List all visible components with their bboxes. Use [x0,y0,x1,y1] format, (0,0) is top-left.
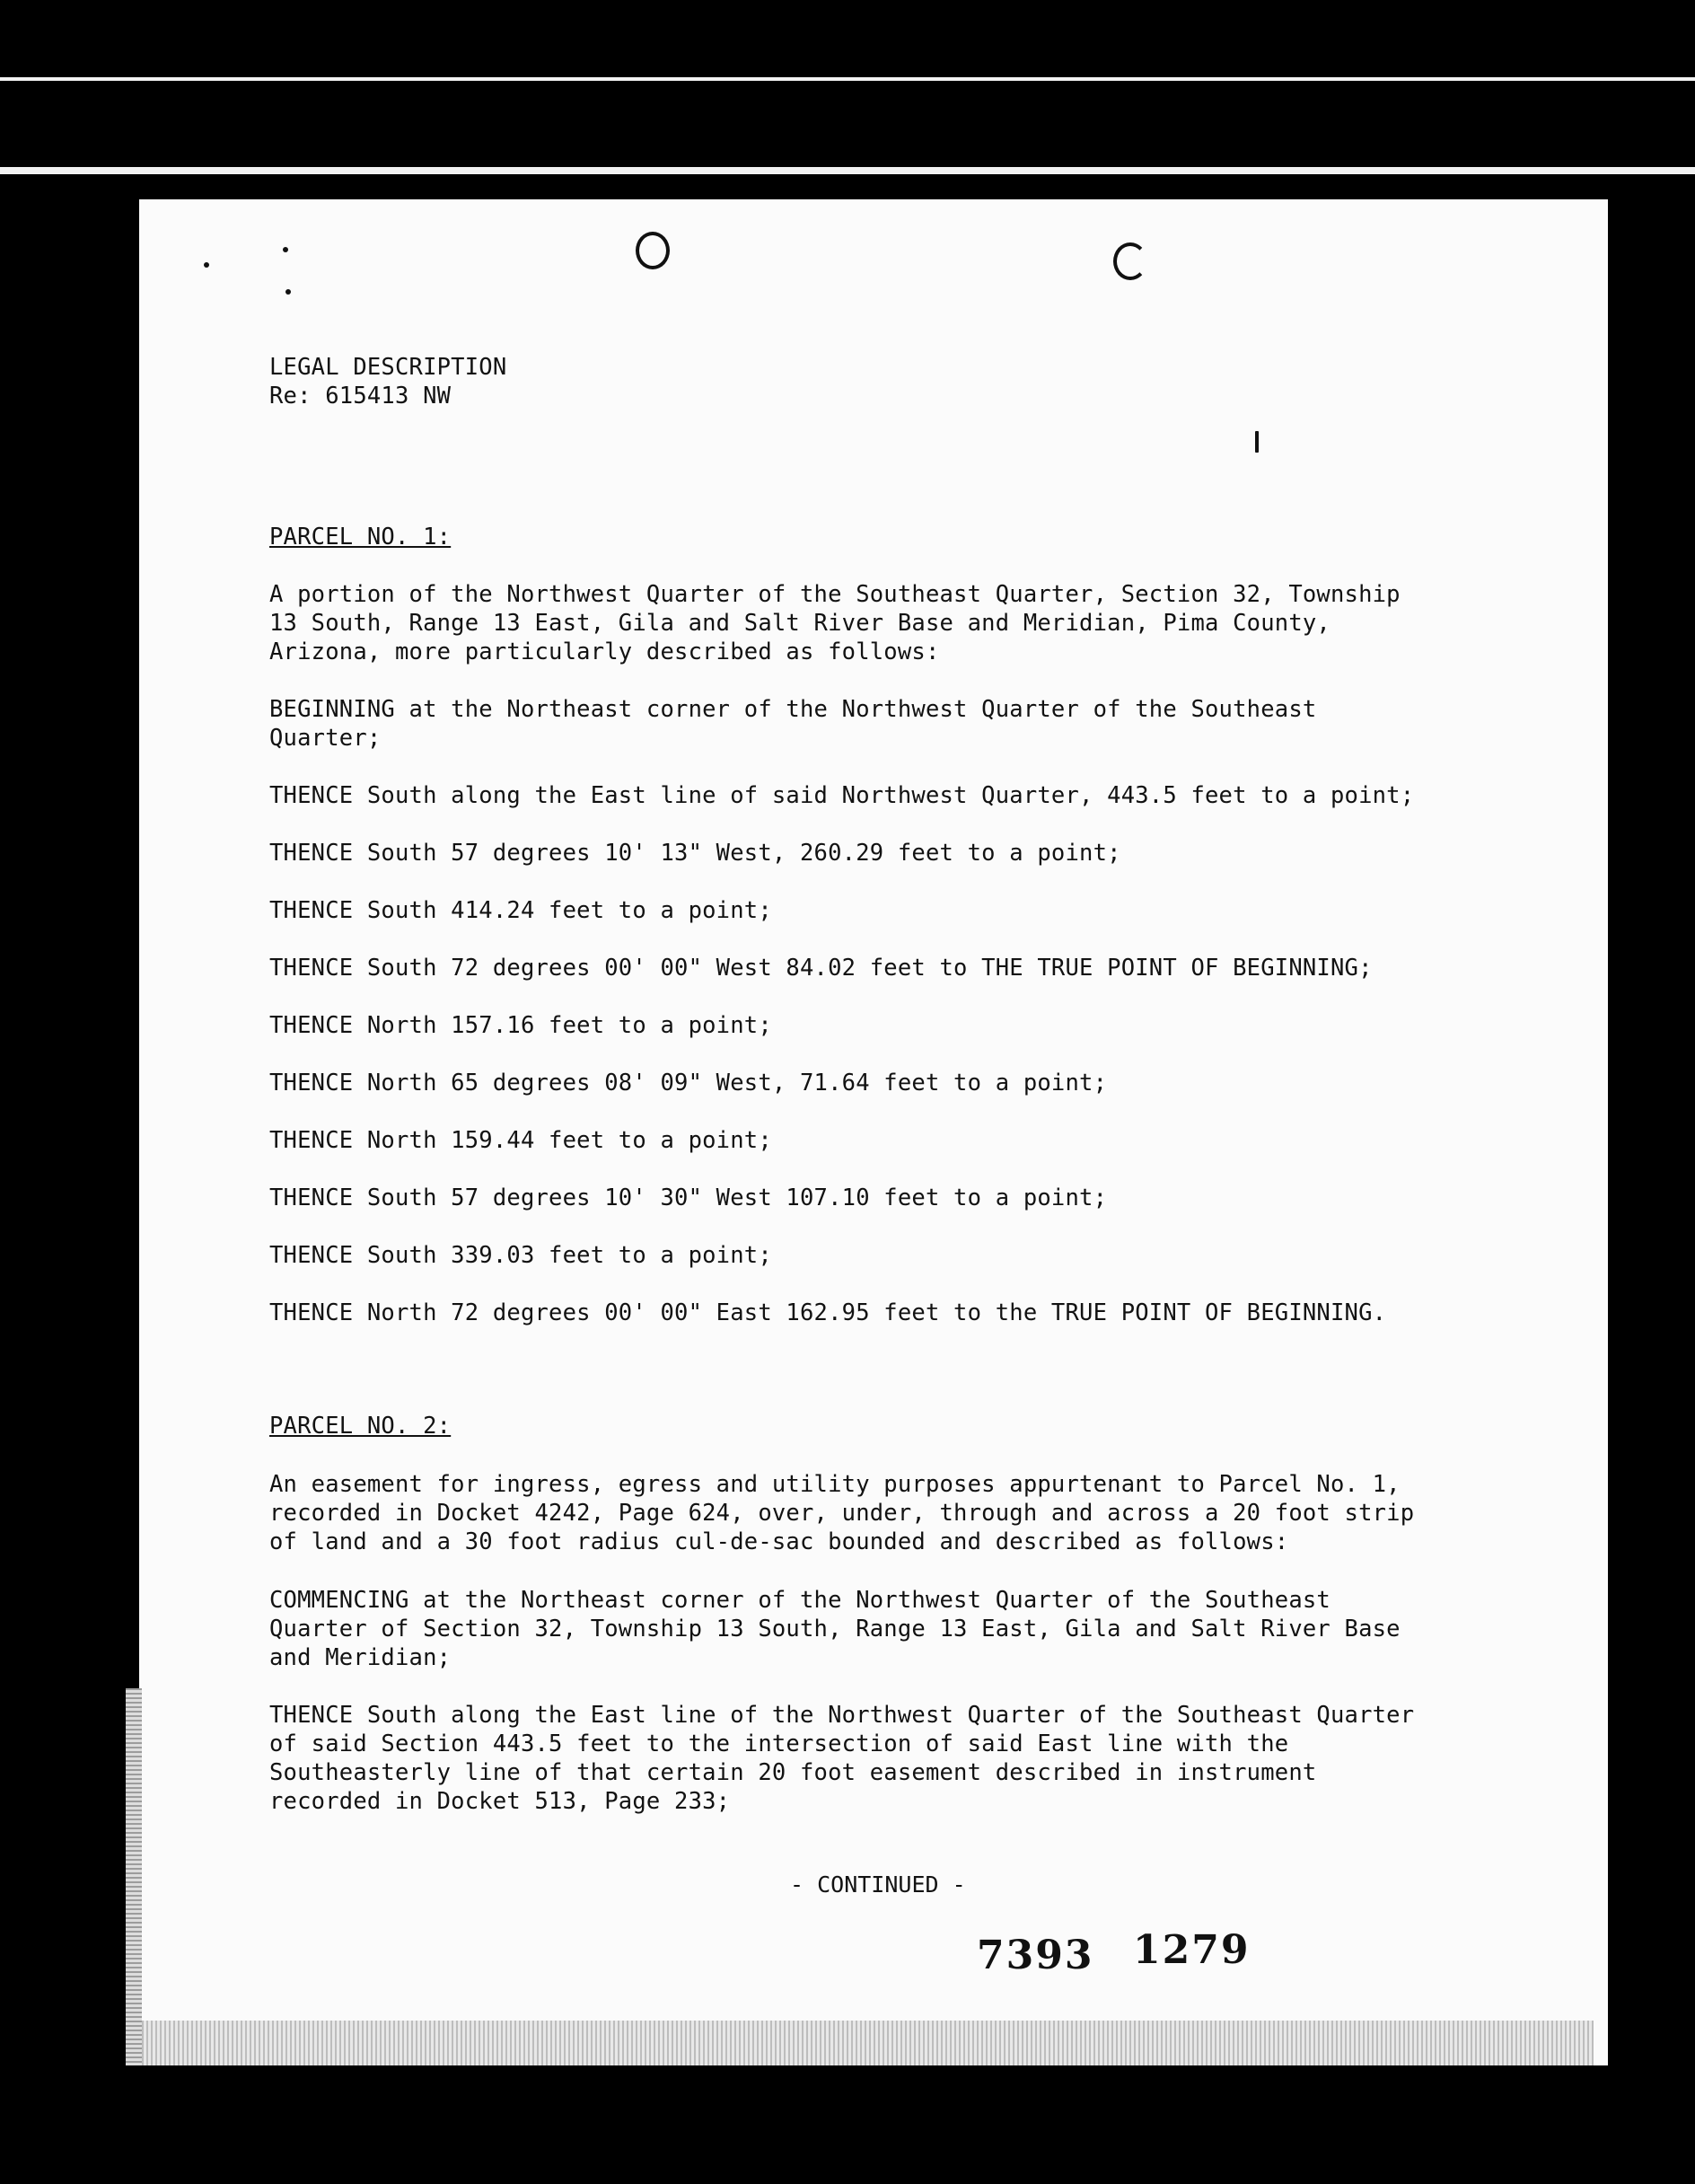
parcel-2-commencing: COMMENCING at the Northeast corner of the Northwest Quarter of the Southeast Quarter of Section 32, Township 13 South, Range 13 East, Gila and Salt River Base and Meridian; [269,1587,1401,1671]
call-line: THENCE South along the East line of said Northwest Quarter, 443.5 feet to a point; [269,782,1415,809]
call-line: THENCE North 65 degrees 08' 09" West, 71.64 feet to a point; [269,1070,1108,1096]
reference-line: Re: 615413 NW [269,383,452,410]
call-line: THENCE South 57 degrees 10' 13" West, 260.29 feet to a point; [269,840,1121,867]
parcel-2-heading: PARCEL NO. 2: [269,1413,452,1440]
call-line: THENCE South 414.24 feet to a point; [269,897,772,924]
document-title: LEGAL DESCRIPTION [269,354,507,381]
scan-speck [285,289,291,295]
punch-hole-mark [1113,242,1147,280]
parcel-2-intro: An easement for ingress, egress and utility purposes appurtenant to Parcel No. 1, recorded in Docket 4242, Page 624, over, under, through and across a 20 foot strip of land and a 30 foot radius cul-de-sac bounded and described as follows: [269,1471,1415,1555]
parcel-1-heading: PARCEL NO. 1: [269,524,452,550]
scan-noise [126,2021,1594,2065]
call-line: THENCE South 57 degrees 10' 30" West 107.10 feet to a point; [269,1184,1108,1211]
punch-hole-mark [636,232,670,269]
scan-top-band [0,0,1695,193]
scan-line [0,167,1695,174]
scan-noise [126,1688,142,2065]
parcel-1-beginning: BEGINNING at the Northeast corner of the Northwest Quarter of the Southeast Quarter; [269,696,1317,752]
call-line: THENCE North 157.16 feet to a point; [269,1012,772,1039]
scan-speck [1255,431,1259,453]
continued-note: - CONTINUED - [790,1871,966,1898]
call-line: THENCE North 72 degrees 00' 00" East 162.95 feet to the TRUE POINT OF BEGINNING. [269,1299,1387,1326]
scan-speck [283,247,288,252]
scan-line [0,77,1695,81]
page-number: 1279 [1133,1927,1251,1973]
docket-number: 7393 [977,1933,1094,1978]
call-line: THENCE South 72 degrees 00' 00" West 84.02 feet to THE TRUE POINT OF BEGINNING; [269,955,1373,982]
call-line: THENCE South 339.03 feet to a point; [269,1242,772,1269]
scan-speck [204,262,209,268]
call-line: THENCE North 159.44 feet to a point; [269,1127,772,1154]
parcel-2-thence: THENCE South along the East line of the Northwest Quarter of the Southeast Quarter of said Section 443.5 feet to the intersection of said East line with the Southeasterly line of that certain 20 foot easement described in instrument recorded in Docket 513, Page 233; [269,1702,1415,1815]
parcel-1-intro: A portion of the Northwest Quarter of the Southeast Quarter, Section 32, Township 13 South, Range 13 East, Gila and Salt River Base and Meridian, Pima County, Arizona, more particularly described as follows: [269,581,1401,665]
